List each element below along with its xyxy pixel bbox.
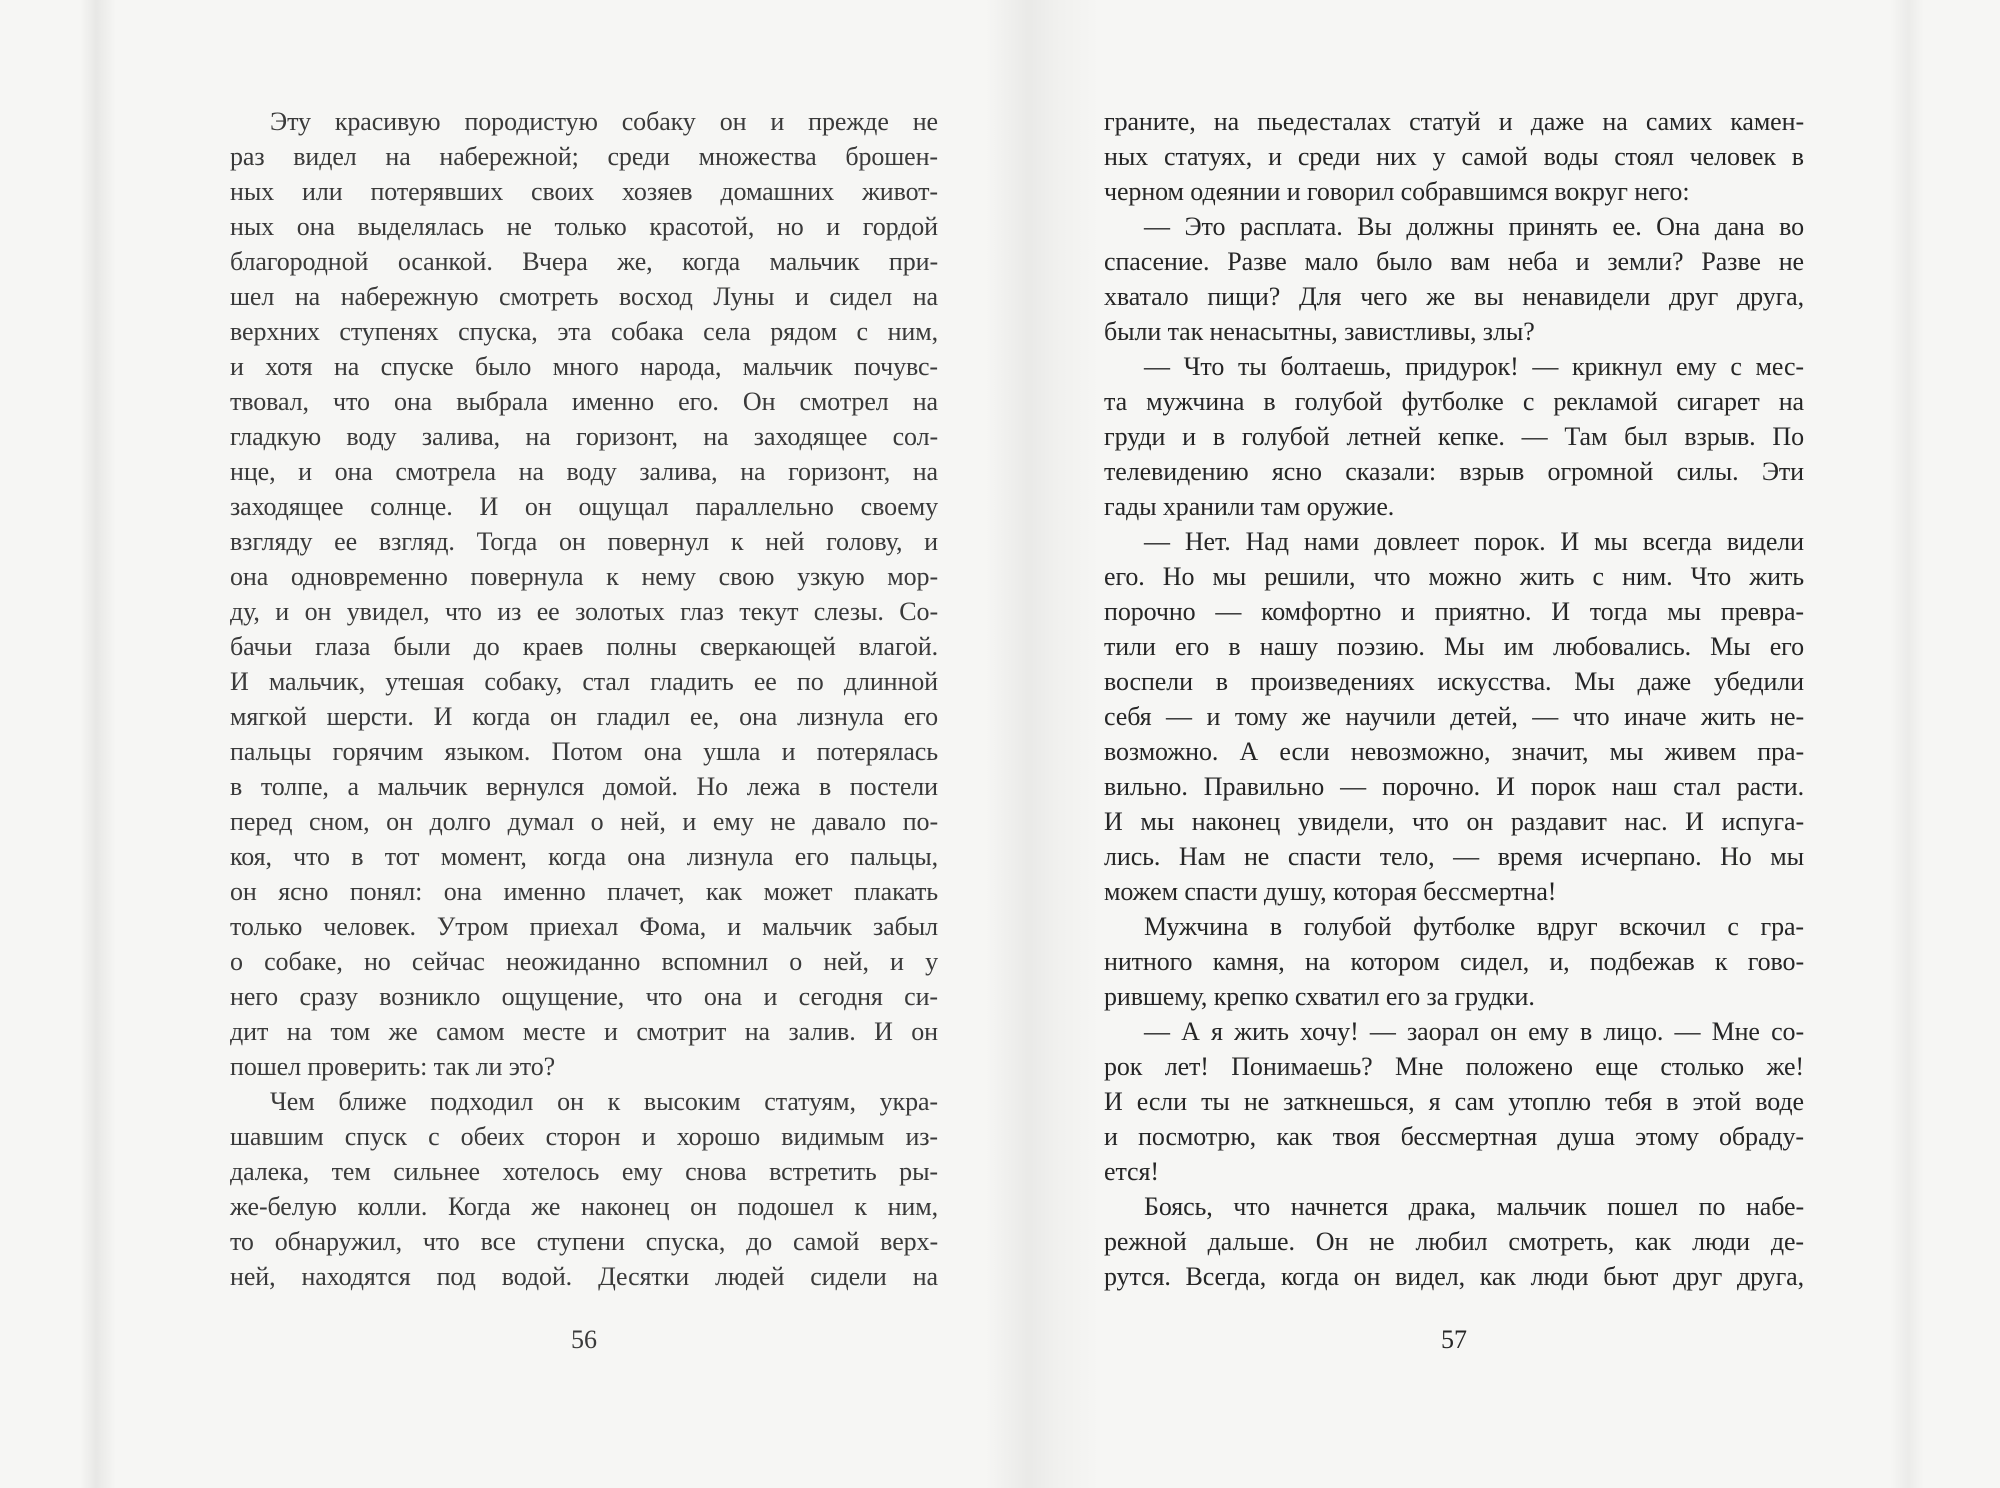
- text-line: черном одеянии и говорил собравшимся вокруг него:: [1104, 177, 1690, 206]
- text-line: ду, и он увидел, что из ее золотых глаз текут слезы. Со-: [230, 597, 938, 626]
- text-line: далека, тем сильнее хотелось ему снова встретить ры-: [230, 1157, 938, 1186]
- text-line: его. Но мы решили, что можно жить с ним. Что жить: [1104, 562, 1804, 591]
- text-line: ется!: [1104, 1157, 1159, 1186]
- text-line: Мужчина в голубой футболке вдруг вскочил с гра-: [1144, 912, 1804, 941]
- text-line: ных она выделялась не только красотой, но и гордой: [230, 212, 938, 241]
- text-line: — А я жить хочу! — заорал он ему в лицо. — Мне со-: [1144, 1017, 1804, 1046]
- text-line: спасение. Разве мало было вам неба и земли? Разве не: [1104, 247, 1804, 276]
- text-line: рутся. Всегда, когда он видел, как люди бьют друг друга,: [1104, 1262, 1804, 1291]
- text-line: И мы наконец увидели, что он раздавит нас. И испуга-: [1104, 807, 1804, 836]
- text-line: себя — и тому же научили детей, — что иначе жить не-: [1104, 702, 1804, 731]
- text-line: рок лет! Понимаешь? Мне положено еще столько же!: [1104, 1052, 1804, 1081]
- text-line: хватало пищи? Для чего же вы ненавидели друг друга,: [1104, 282, 1804, 311]
- text-line: возможно. А если невозможно, значит, мы живем пра-: [1104, 737, 1804, 766]
- text-line: шавшим спуск с обеих сторон и хорошо видимым из-: [230, 1122, 938, 1151]
- text-line: тили его в нашу поэзию. Мы им любовались. Мы его: [1104, 632, 1804, 661]
- text-line: нитного камня, на котором сидел, и, подбежав к гово-: [1104, 947, 1804, 976]
- text-line: нце, и она смотрела на воду залива, на горизонт, на: [230, 457, 938, 486]
- text-line: можем спасти душу, которая бессмертна!: [1104, 877, 1557, 906]
- left-page-text: [230, 104, 938, 1294]
- text-line: граните, на пьедесталах статуй и даже на самих камен-: [1104, 107, 1804, 136]
- right-page-text: [1104, 104, 1804, 1294]
- text-line: груди и в голубой летней кепке. — Там был взрыв. По: [1104, 422, 1804, 451]
- text-line: коя, что в тот момент, когда она лизнула его пальцы,: [230, 842, 938, 871]
- right-page-number: 57: [1441, 1325, 1467, 1354]
- text-line: и хотя на спуске было много народа, мальчик почувс-: [230, 352, 938, 381]
- text-line: телевидению ясно сказали: взрыв огромной силы. Эти: [1104, 457, 1804, 486]
- text-line: же-белую колли. Когда же наконец он подошел к ним,: [230, 1192, 938, 1221]
- text-line: только человек. Утром приехал Фома, и мальчик забыл: [230, 912, 938, 941]
- text-line: воспели в произведениях искусства. Мы даже убедили: [1104, 667, 1804, 696]
- text-line: верхних ступенях спуска, эта собака села рядом с ним,: [230, 317, 938, 346]
- text-line: — Нет. Над нами довлеет порок. И мы всегда видели: [1144, 527, 1804, 556]
- text-line: Чем ближе подходил он к высоким статуям, укра-: [270, 1087, 938, 1116]
- text-line: взгляду ее взгляд. Тогда он повернул к ней голову, и: [230, 527, 938, 556]
- text-line: мягкой шерсти. И когда он гладил ее, она лизнула его: [230, 702, 938, 731]
- text-line: пошел проверить: так ли это?: [230, 1052, 556, 1081]
- text-line: режной дальше. Он не любил смотреть, как люди де-: [1104, 1227, 1804, 1256]
- text-line: он ясно понял: она именно плачет, как может плакать: [230, 877, 938, 906]
- text-line: — Что ты болтаешь, придурок! — крикнул ему с мес-: [1144, 352, 1804, 381]
- spine-shadow: [985, 0, 1100, 1488]
- text-line: в толпе, а мальчик вернулся домой. Но лежа в постели: [230, 772, 938, 801]
- text-line: вильно. Правильно — порочно. И порок наш стал расти.: [1104, 772, 1804, 801]
- right-page-edge-shadow: [1890, 0, 1924, 1488]
- text-line: та мужчина в голубой футболке с рекламой сигарет на: [1104, 387, 1804, 416]
- text-line: И мальчик, утешая собаку, стал гладить ее по длинной: [230, 667, 938, 696]
- text-line: гады хранили там оружие.: [1104, 492, 1395, 521]
- text-line: благородной осанкой. Вчера же, когда мальчик при-: [230, 247, 938, 276]
- text-line: были так ненасытны, завистливы, злы?: [1104, 317, 1535, 346]
- text-line: она одновременно повернула к нему свою узкую мор-: [230, 562, 938, 591]
- text-line: ных или потерявших своих хозяев домашних живот-: [230, 177, 938, 206]
- text-line: лись. Нам не спасти тело, — время исчерпано. Но мы: [1104, 842, 1804, 871]
- text-line: рившему, крепко схватил его за грудки.: [1104, 982, 1535, 1011]
- left-page-edge-shadow: [80, 0, 116, 1488]
- left-page-number: 56: [571, 1325, 597, 1354]
- text-line: пальцы горячим языком. Потом она ушла и потерялась: [230, 737, 938, 766]
- text-line: гладкую воду залива, на горизонт, на заходящее сол-: [230, 422, 938, 451]
- text-line: него сразу возникло ощущение, что она и сегодня си-: [230, 982, 938, 1011]
- text-line: Эту красивую породистую собаку он и прежде не: [270, 107, 938, 136]
- text-line: дит на том же самом месте и смотрит на залив. И он: [230, 1017, 938, 1046]
- text-line: и посмотрю, как твоя бессмертная душа этому обраду-: [1104, 1122, 1804, 1151]
- text-line: раз видел на набережной; среди множества брошен-: [230, 142, 938, 171]
- text-line: заходящее солнце. И он ощущал параллельно своему: [230, 492, 938, 521]
- text-line: шел на набережную смотреть восход Луны и сидел на: [230, 282, 938, 311]
- text-line: о собаке, но сейчас неожиданно вспомнил о ней, и у: [230, 947, 938, 976]
- text-line: И если ты не заткнешься, я сам утоплю тебя в этой воде: [1104, 1087, 1804, 1116]
- text-line: порочно — комфортно и приятно. И тогда мы превра-: [1104, 597, 1804, 626]
- text-line: то обнаружил, что все ступени спуска, до самой верх-: [230, 1227, 938, 1256]
- text-line: бачьи глаза были до краев полны сверкающей влагой.: [230, 632, 938, 661]
- text-line: Боясь, что начнется драка, мальчик пошел по набе-: [1144, 1192, 1804, 1221]
- text-line: твовал, что она выбрала именно его. Он смотрел на: [230, 387, 938, 416]
- text-line: ней, находятся под водой. Десятки людей сидели на: [230, 1262, 938, 1291]
- text-line: перед сном, он долго думал о ней, и ему не давало по-: [230, 807, 938, 836]
- text-line: — Это расплата. Вы должны принять ее. Она дана во: [1144, 212, 1804, 241]
- text-line: ных статуях, и среди них у самой воды стоял человек в: [1104, 142, 1804, 171]
